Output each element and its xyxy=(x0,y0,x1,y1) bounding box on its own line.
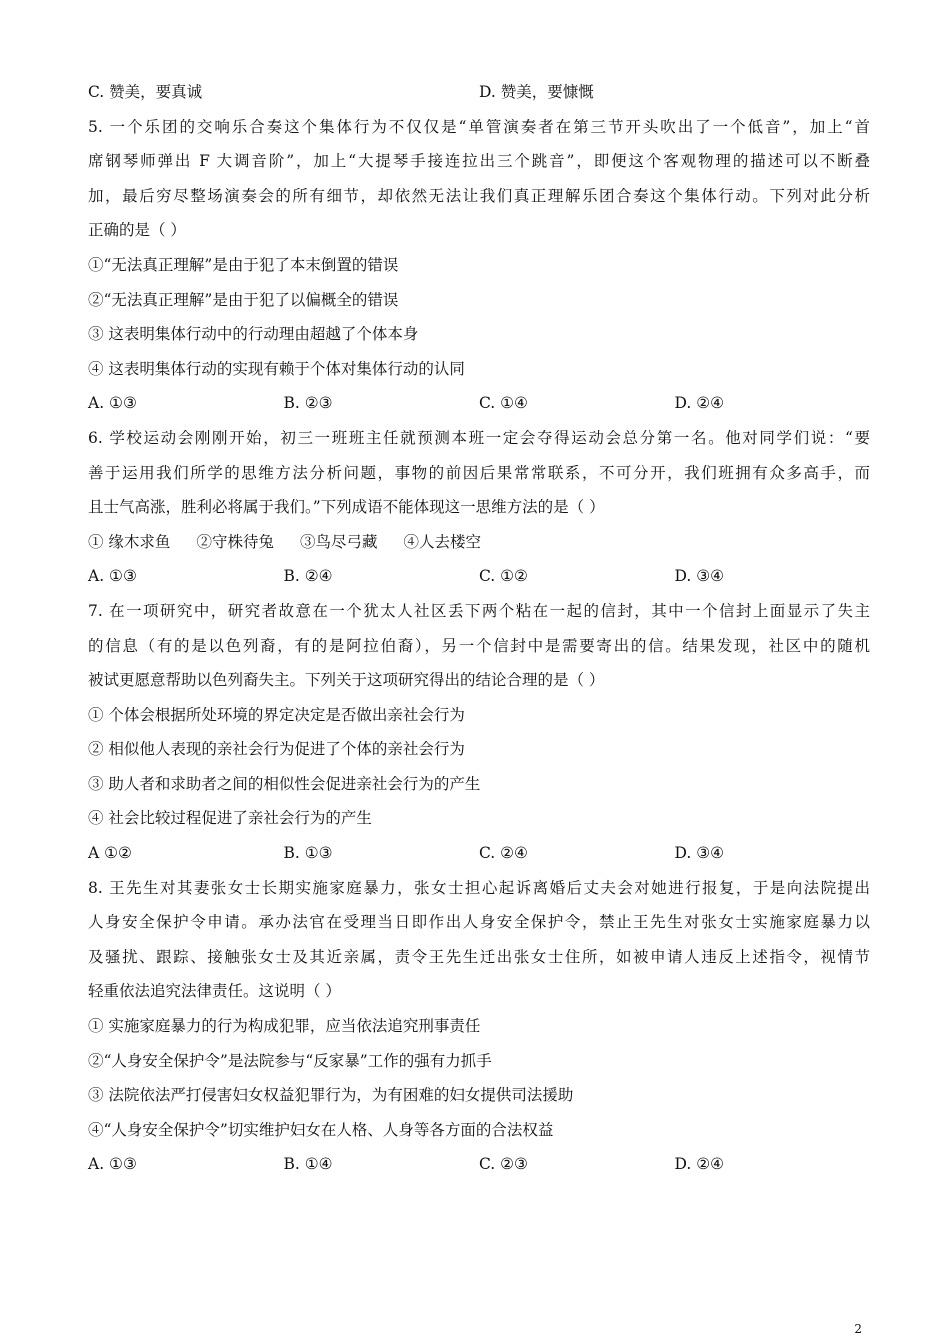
statement: ③ 法院依法严打侵害妇女权益犯罪行为，为有困难的妇女提供司法援助 xyxy=(88,1086,574,1105)
statement: ② 相似他人表现的亲社会行为促进了个体的亲社会行为 xyxy=(88,740,465,759)
option-d: D. ③④ xyxy=(674,844,725,863)
statement: ④“人身安全保护令”切实维护妇女在人格、人身等各方面的合法权益 xyxy=(88,1120,554,1139)
stem-line: 7. 在一项研究中，研究者故意在一个犹太人社区丢下两个粘在一起的信封，其中一个信封上面显示了失主 xyxy=(88,601,870,620)
option-c: C. ②④ xyxy=(479,844,528,863)
statement: ① 实施家庭暴力的行为构成犯罪，应当依法追究刑事责任 xyxy=(88,1017,481,1036)
option-c: C. ①④ xyxy=(479,394,528,413)
option-d: D. ②④ xyxy=(674,1155,725,1174)
option-c: C. ①② xyxy=(479,567,528,586)
stem-line: 及骚扰、跟踪、接触张女士及其近亲属，责令王先生迁出张女士住所，如被申请人违反上述指令，视情节 xyxy=(88,947,870,966)
option-row-q6 xyxy=(88,563,870,598)
statement: ③ 助人者和求助者之间的相似性会促进亲社会行为的产生 xyxy=(88,774,481,793)
option-d: D. 赞美，要慷慨 xyxy=(479,83,594,101)
option-row-q7 xyxy=(88,840,870,875)
statement: ④ 社会比较过程促进了亲社会行为的产生 xyxy=(88,809,372,828)
option-d: D. ③④ xyxy=(674,567,725,586)
statement: ②“人身安全保护令”是法院参与“反家暴”工作的强有力抓手 xyxy=(88,1051,492,1070)
stem-line: 加，最后穷尽整场演奏会的所有细节，却依然无法让我们真正理解乐团合奏这个集体行动。下列对此分析 xyxy=(88,186,870,205)
option-a: A. ①③ xyxy=(88,394,137,413)
statement: ④ 这表明集体行动的实现有赖于个体对集体行动的认同 xyxy=(88,359,465,378)
stem-line: 6. 学校运动会刚刚开始，初三一班班主任就预测本班一定会夺得运动会总分第一名。他对同学们说：“要 xyxy=(88,428,870,447)
option-row-q4 xyxy=(88,79,870,114)
statement: ① 个体会根据所处环境的界定决定是否做出亲社会行为 xyxy=(88,705,465,724)
option-c: C. 赞美，要真诚 xyxy=(88,83,203,101)
option-a: A. ①③ xyxy=(88,567,137,586)
stem-line: 善于运用我们所学的思维方法分析问题，事物的前因后果常常联系，不可分开，我们班拥有众多高手，而 xyxy=(88,463,870,482)
option-a: A ①② xyxy=(88,844,132,863)
stem-line: 被试更愿意帮助以色列裔失主。下列关于这项研究得出的结论合理的是（ ） xyxy=(88,671,605,690)
stem-line: 且士气高涨，胜利必将属于我们。”下列成语不能体现这一思维方法的是（ ） xyxy=(88,498,605,517)
option-b: B. ①③ xyxy=(283,844,333,863)
option-b: B. ②③ xyxy=(283,394,333,413)
option-row-q8 xyxy=(88,1151,870,1186)
statement: ③ 这表明集体行动中的行动理由超越了个体本身 xyxy=(88,325,419,344)
option-a: A. ①③ xyxy=(88,1155,137,1174)
stem-line: 席钢琴师弹出 F 大调音阶”，加上“大提琴手接连拉出三个跳音”，即便这个客观物理的描述可以不断叠 xyxy=(88,152,870,171)
option-c: C. ②③ xyxy=(479,1155,528,1174)
stem-line: 5. 一个乐团的交响乐合奏这个集体行为不仅仅是“单管演奏者在第三节开头吹出了一个低音”，加上“首 xyxy=(88,117,870,136)
idiom-item: ④人去楼空 xyxy=(403,532,481,551)
option-b: B. ②④ xyxy=(283,567,333,586)
page-number: 2 xyxy=(854,1322,862,1336)
idiom-list xyxy=(88,529,870,564)
idiom-item: ③鸟尽弓藏 xyxy=(299,532,378,551)
idiom-item: ① 缘木求鱼 xyxy=(88,532,171,551)
statement: ①“无法真正理解”是由于犯了本末倒置的错误 xyxy=(88,255,399,274)
question-6-stem xyxy=(88,425,870,529)
stem-line: 8. 王先生对其妻张女士长期实施家庭暴力，张女士担心起诉离婚后丈夫会对她进行报复，于是向法院提出 xyxy=(88,878,870,897)
option-d: D. ②④ xyxy=(674,394,725,413)
stem-line: 的信息（有的是以色列裔，有的是阿拉伯裔），另一个信封中是需要寄出的信。结果发现，社区中的随机 xyxy=(88,636,870,655)
option-b: B. ①④ xyxy=(283,1155,333,1174)
stem-line: 人身安全保护令申请。承办法官在受理当日即作出人身安全保护令，禁止王先生对张女士实施家庭暴力以 xyxy=(88,913,870,932)
question-5-stem xyxy=(88,114,870,252)
question-8-stem xyxy=(88,875,870,1013)
statement: ②“无法真正理解”是由于犯了以偏概全的错误 xyxy=(88,290,399,309)
page-content xyxy=(88,79,870,1186)
question-7-stem xyxy=(88,598,870,702)
stem-line: 正确的是（ ） xyxy=(88,221,186,240)
idiom-item: ②守株待兔 xyxy=(196,532,274,551)
stem-line: 轻重依法追究法律责任。这说明（ ） xyxy=(88,982,341,1001)
option-row-q5 xyxy=(88,390,870,425)
